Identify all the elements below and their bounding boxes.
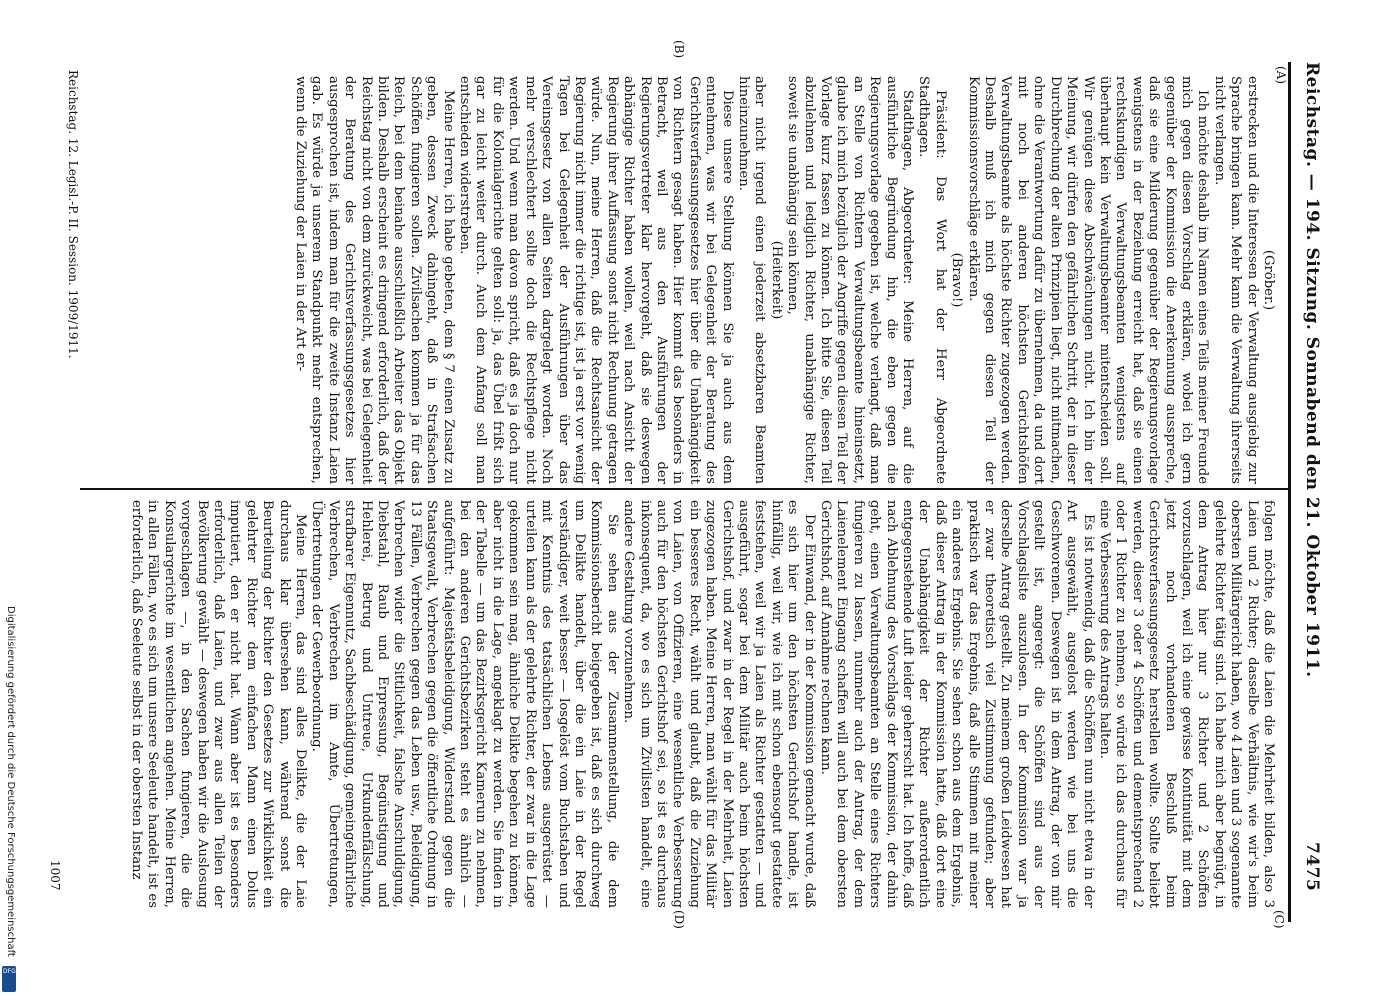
dfg-logo-text: DFG [3,968,16,975]
marker-a: (A) [1274,66,1288,85]
page-title: Reichstag. — 194. Sitzung. Sonnabend den 21. Oktober 1911. [1302,62,1322,678]
paragraph-president: Präsident: Das Wort hat der Herr Abgeordnete Stadthagen. [916,76,948,484]
page-header [1302,62,1322,922]
digitization-credit: Digitalisierung gefördert durch die Deutsche Forschungsgemeinschaft [5,606,16,957]
paragraph-laughter: (Heiterkeit) [768,240,784,320]
left-column [292,76,1276,484]
column-divider [80,488,1288,490]
paragraph: Es ist notwendig, daß die Schöffen nun nicht etwa in der Art ausgewählt, ausgelost werden wie bei uns die Geschworenen. Deswegen ist in dem Antrag, der von mir gestellt ist, angeregt: die Schöffen sind aus der Vorschlagsliste auszulosen. In der Kommission war ja derselbe Antrag gestellt. Zu meinem großen Leidwesen hat er zwar theoretisch viel Zustimmung gefunden; aber praktisch war das Ergebnis, daß alle Stimmen mit meiner ein anderes Ergebnis. Sie sehen schon aus dem Ergebnis, daß dieser Antrag in der Kommission hatte, daß dort eine der Unabhängigkeit der Richter außerordentlich entgegenstehende Luft leider geherrscht hat. Ich hoffe, daß nach Ablehnung des Vorschlags der Kommission, der dahin geht, einen Verwaltungsbeamten an Stelle eines Richters fungieren zu lassen, nunmehr auch der Antrag, der dem Laienelement Eingang schaffen will auch bei dem obersten Gerichtshof, auf Annahme rechnen kann. [818,500,1096,908]
paragraph: Diese unsere Stellung können Sie ja auch aus dem entnehmen, was wir bei Gelegenheit der Beratung des Gerichtsverfassungsgesetzes hier über die Unabhängigkeit von Richtern gesagt haben. Hier kommt das besonders in Betracht, weil aus den Ausführungen der Regierungsvertreter klar hervorgeht, daß sie deswegen abhängige Richter haben wollen, weil nach Ansicht der Regierung ihrer Auffassung sonst nicht Rechnung getragen würde. Nun, meine Herren, daß die Rechtsansicht der Regierung nicht immer die richtige ist, ist ja erst vor wenig Tagen bei Gelegenheit der Ausführungen über das Vereinsgesetz von allen Seiten dargelegt worden. Noch mehr verschlechtert sollte doch die Rechtspflege nicht werden. Und wenn man davon spricht, daß es ja doch nur für die Kolonialgerichte gelten soll: ja, das Übel frißt sich gar zu leicht weiter durch. Auch dem Anfang soll man entschieden widerstreben. [457,76,735,484]
right-column [128,500,1276,908]
paragraph-applause: (Bravo!) [949,252,965,308]
paragraph: aber nicht irgend einen jederzeit absetzbaren Beamten hineinzunehmen. [736,76,768,484]
footer-left: Reichstag. 12. Legisl.-P. II. Session. 1909/1911. [66,70,80,359]
footer-right: 1007 [48,860,62,891]
paragraph: Stadthagen, Abgeordneter: Meine Herren, auf die ausführliche Begründung hin, die eben gegen die Regierungsvorlage gegeben ist, welche verlangt, daß man an Stelle von Richtern Verwaltungsbeamte hineinsetzt, glaube ich mich bezüglich der Angriffe gegen diesen Teil der Vorlage kurz fassen zu können. Ich bitte Sie, diesen Teil abzulehnen und lediglich Richter, unabhängige Richter, soweit sie unabhängig sein können, [785,76,916,484]
paragraph: erstrecken und die Interessen der Verwaltung ausgiebig zur Sprache bringen kann. Mehr kann die Verwaltung ihrerseits nicht verlangen. [1211,76,1260,484]
paragraph: Der Einwand, der in der Kommission gemacht wurde, daß es sich hier um den höchsten Gerichtshof handle, ist hinfällig, weil wir, wie ich mit schon ebensogut gestattete feststehen, weil wir ja Laien als Richter gestatten — und ausgeführt, sogar bei dem Militär auch beim höchsten Gerichtshof, und zwar in der Regel in der Mehrheit, Laien zugezogen haben. Meine Herren, man wählt für das Militär ein besseres Recht, wählt und glaubt, daß die Zuziehung von Laien, von Offizieren, eine wesentliche Verbesserung auch für den höchsten Gerichtshof sei, so ist es durchaus inkonsequent, da, wo es sich um Zivilisten handelt, eine andere Gestaltung vorzunehmen. [621,500,817,908]
marker-c: (C) [1272,910,1286,929]
header-rule [1288,62,1291,922]
paragraph: Meine Herren, ich habe gebeten, dem § 7 einen Zusatz zu geben, dessen Zweck dahingeht, daß in Strafsachen Schöffen fungieren sollen. Zivilsachen kommen ja für das Reich, bei dem beinahe ausschließlich Arbeiter das Objekt bilden. Deshalb erscheint es dringend erforderlich, daß der Reichstag nicht von dem zurückweicht, was bei Gelegenheit der Beratung des Gerichtsverfassungsgesetzes hier ausgesprochen ist, indem man für die zweite Instanz Laien gab. Es würde ja unserem Standpunkt mehr entsprechen, wenn die Zuziehung der Laien in der Art er- [293,76,456,484]
paragraph-speaker: (Gröber.) [1261,249,1276,311]
marker-b: (B) [672,40,686,59]
paragraph: Meine Herren, das sind alles Delikte, die der Laie durchaus klar übersehen kann, während sonst die Beurteilung der Richter den Gesetzes zur Wirklichkeit ein gelehrter Richter dem einfachen Mann einen Dolus imputiert, den er nicht hat. Wann aber ist es besonders erforderlich, daß Laien, und zwar aus allen Teilen der Bevölkerung gewählt — deswegen haben wir die Auslosung vorgeschlagen —, in den Sachen fungieren, die die Konsulargerichte im wesentlichen angehen. Meine Herren, in allen Fällen, wo es sich um unsere Seeleute handelt, ist es erforderlich, daß Seeleute selbst in der obersten Instanz [128,500,309,908]
paragraph: Sie sehen aus der Zusammenstellung, die dem Kommissionsbericht beigegeben ist, daß es sich durchweg um Delikte handelt, über die ein Laie in der Regel verständiger, weit besser — losgelöst vom Buchstaben und mit Kenntnis des tatsächlichen Lebens ausgerüstet — urteilen kann als der gelehrte Richter, der zwar in die Lage gekommen sein mag, ähnliche Delikte begehen zu können, aber nicht in die Lage, angeklagt zu werden. Sie finden in der Tabelle — um das Bezirksgericht Kamerun zu nehmen, bei den anderen Gerichtsbezirken steht es ähnlich — aufgeführt: Majestätsbeleidigung, Widerstand gegen die Staatsgewalt, Verbrechen gegen die öffentliche Ordnung in 13 Fällen, Verbrechen gegen das Leben usw., Beleidigung, Verbrechen wider die Sittlichkeit, falsche Anschuldigung, Diebstahl, Raub und Erpressung, Begünstigung und Hehlerei, Betrug und Untreue, Urkundenfälschung, strafbarer Eigennutz, Sachbeschädigung, gemeingefährliche Verbrechen, Verbrechen im Amte, Übertretungen, Übertretungen der Gewerbeordnung. [309,500,620,908]
marker-d: (D) [672,910,686,929]
paragraph: Ich möchte deshalb im Namen eines Teils meiner Freunde mich gegen diesen Vorschlag erklären, wobei ich gern gegenüber der Kommission die Anerkennung ausspreche, daß sie eine Milderung gegenüber der Regierungsvorlage wenigstens in der Beziehung erreicht hat, daß sie einen rechtskundigen Verwaltungsbeamten wenigstens auf überhaupt kein Verwaltungsbeamter mitentscheiden soll. Wir genügen diese Abschwächungen nicht. Ich bin der Meinung, wir dürfen den gefährlichen Schritt, der in dieser Durchbrechung der alten Prinzipien liegt, nicht mitmachen, ohne die Verantwortung dafür zu übernehmen, da und dort mit noch bei anderen höchsten Gerichtshöfen Verwaltungsbeamte als höchste Richter zugezogen werden. Deshalb muß ich mich gegen diesen Teil der Kommissionsvorschläge erklären. [965,76,1211,484]
paragraph: folgen möchte, daß die Laien die Mehrheit bilden, also 3 Laien und 2 Richter; dasselbe Verhältnis, wie wir's beim obersten Militärgericht haben, wo 4 Laien und 3 sogenannte gelehrte Richter tätig sind. Ich habe mich aber begnügt, in dem Antrag hier nur 3 Richter und 2 Schöffen vorzuschlagen, weil ich eine gewisse Kontinuität mit dem jetzt noch vorhandenen Beschluß beim Gerichtsverfassungsgesetz herstellen wollte. Sollte beliebt werden, dieser 3 oder 4 Schöffen und dementsprechend 2 oder 1 Richter zu nehmen, so würde ich das durchaus für eine Verbesserung des Antrags halten. [1096,500,1276,908]
page-number: 7475 [1302,842,1322,892]
